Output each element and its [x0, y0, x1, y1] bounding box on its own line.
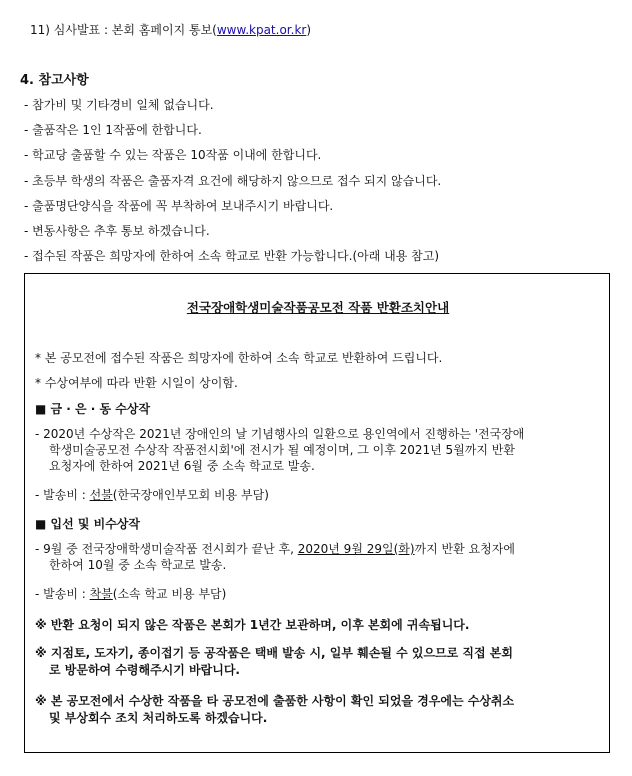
entries-line-2: 한하여 10월 중 소속 학교로 발송.: [49, 558, 227, 572]
list-item: - 참가비 및 기타경비 일체 없습니다.: [24, 98, 214, 112]
return-notice-box: [24, 273, 610, 753]
shipping-prepaid: 선불: [89, 488, 113, 502]
notice-star-2: * 수상여부에 따라 반환 시일이 상이함.: [35, 376, 238, 390]
awards-line-3: 요청자에 한하여 2021년 6월 중 소속 학교로 발송.: [49, 459, 315, 473]
entries-line-1: [35, 541, 515, 557]
list-item: - 접수된 작품은 희망자에 한하여 소속 학교로 반환 가능합니다.(아래 내용 참고): [24, 249, 440, 263]
list-item: - 학교당 출품할 수 있는 작품은 10작품 이내에 한합니다.: [24, 148, 322, 162]
list-item: - 변동사항은 추후 통보 하겠습니다.: [24, 224, 210, 238]
entries-line-1-suffix: 까지 반환 요청자에: [414, 542, 515, 556]
homepage-link[interactable]: www.kpat.or.kr: [216, 23, 307, 37]
list-item: - 출품작은 1인 1작품에 한합니다.: [24, 123, 202, 137]
list-item: - 출품명단양식을 작품에 꼭 부착하여 보내주시기 바랍니다.: [24, 199, 334, 213]
notice-title: 전국장애학생미술작품공모전 작품 반환조치안내: [186, 300, 450, 315]
note-2-line-1: ※ 지점토, 도자기, 종이접기 등 공작품은 택배 발송 시, 일부 훼손될 수 있으므로 직접 본회: [35, 646, 513, 660]
awards-line-1: - 2020년 수상작은 2021년 장애인의 날 기념행사의 일환으로 용인역에서 진행하는 '전국장애: [35, 427, 525, 441]
note-2-line-2: 로 방문하여 수령해주시기 바랍니다.: [49, 663, 240, 677]
item-11-suffix: ): [306, 23, 312, 37]
item-11: [30, 22, 311, 38]
notice-star-1: * 본 공모전에 접수된 작품은 희망자에 한하여 소속 학교로 반환하여 드립니다.: [35, 351, 443, 365]
list-item: - 초등부 학생의 작품은 출품자격 요건에 해당하지 않으므로 접수 되지 않습니다.: [24, 174, 442, 188]
shipping-note: (한국장애인부모회 비용 부담): [112, 488, 269, 502]
entries-line-1-text: - 9월 중 전국장애학생미술작품 전시회가 끝난 후,: [35, 542, 298, 556]
shipping-note: (소속 학교 비용 부담): [112, 587, 227, 601]
note-3-line-1: ※ 본 공모전에서 수상한 작품을 타 공모전에 출품한 사항이 확인 되었을 경우에는 수상취소: [35, 694, 515, 708]
awards-line-2: 학생미술공모전 수상작 작품전시회'에 전시가 될 예정이며, 그 이후 2021년 5월까지 반환: [49, 443, 515, 457]
entries-heading: ■ 입선 및 비수상작: [35, 517, 141, 531]
shipping-label: - 발송비 :: [35, 587, 90, 601]
shipping-cod: 착불: [89, 587, 113, 601]
section-4-heading: 4. 참고사항: [20, 73, 89, 88]
note-1: ※ 반환 요청이 되지 않은 작품은 본회가 1년간 보관하며, 이후 본회에 귀속됩니다.: [35, 618, 470, 632]
return-deadline: 2020년 9월 29일(화): [297, 542, 415, 556]
note-3-line-2: 및 부상회수 조치 처리하도록 하겠습니다.: [49, 711, 268, 725]
awards-shipping: [35, 487, 269, 503]
shipping-label: - 발송비 :: [35, 488, 90, 502]
entries-shipping: [35, 586, 226, 602]
item-11-text: 11) 심사발표 : 본회 홈페이지 통보(: [30, 23, 217, 37]
awards-heading: ■ 금 · 은 · 동 수상작: [35, 402, 151, 416]
